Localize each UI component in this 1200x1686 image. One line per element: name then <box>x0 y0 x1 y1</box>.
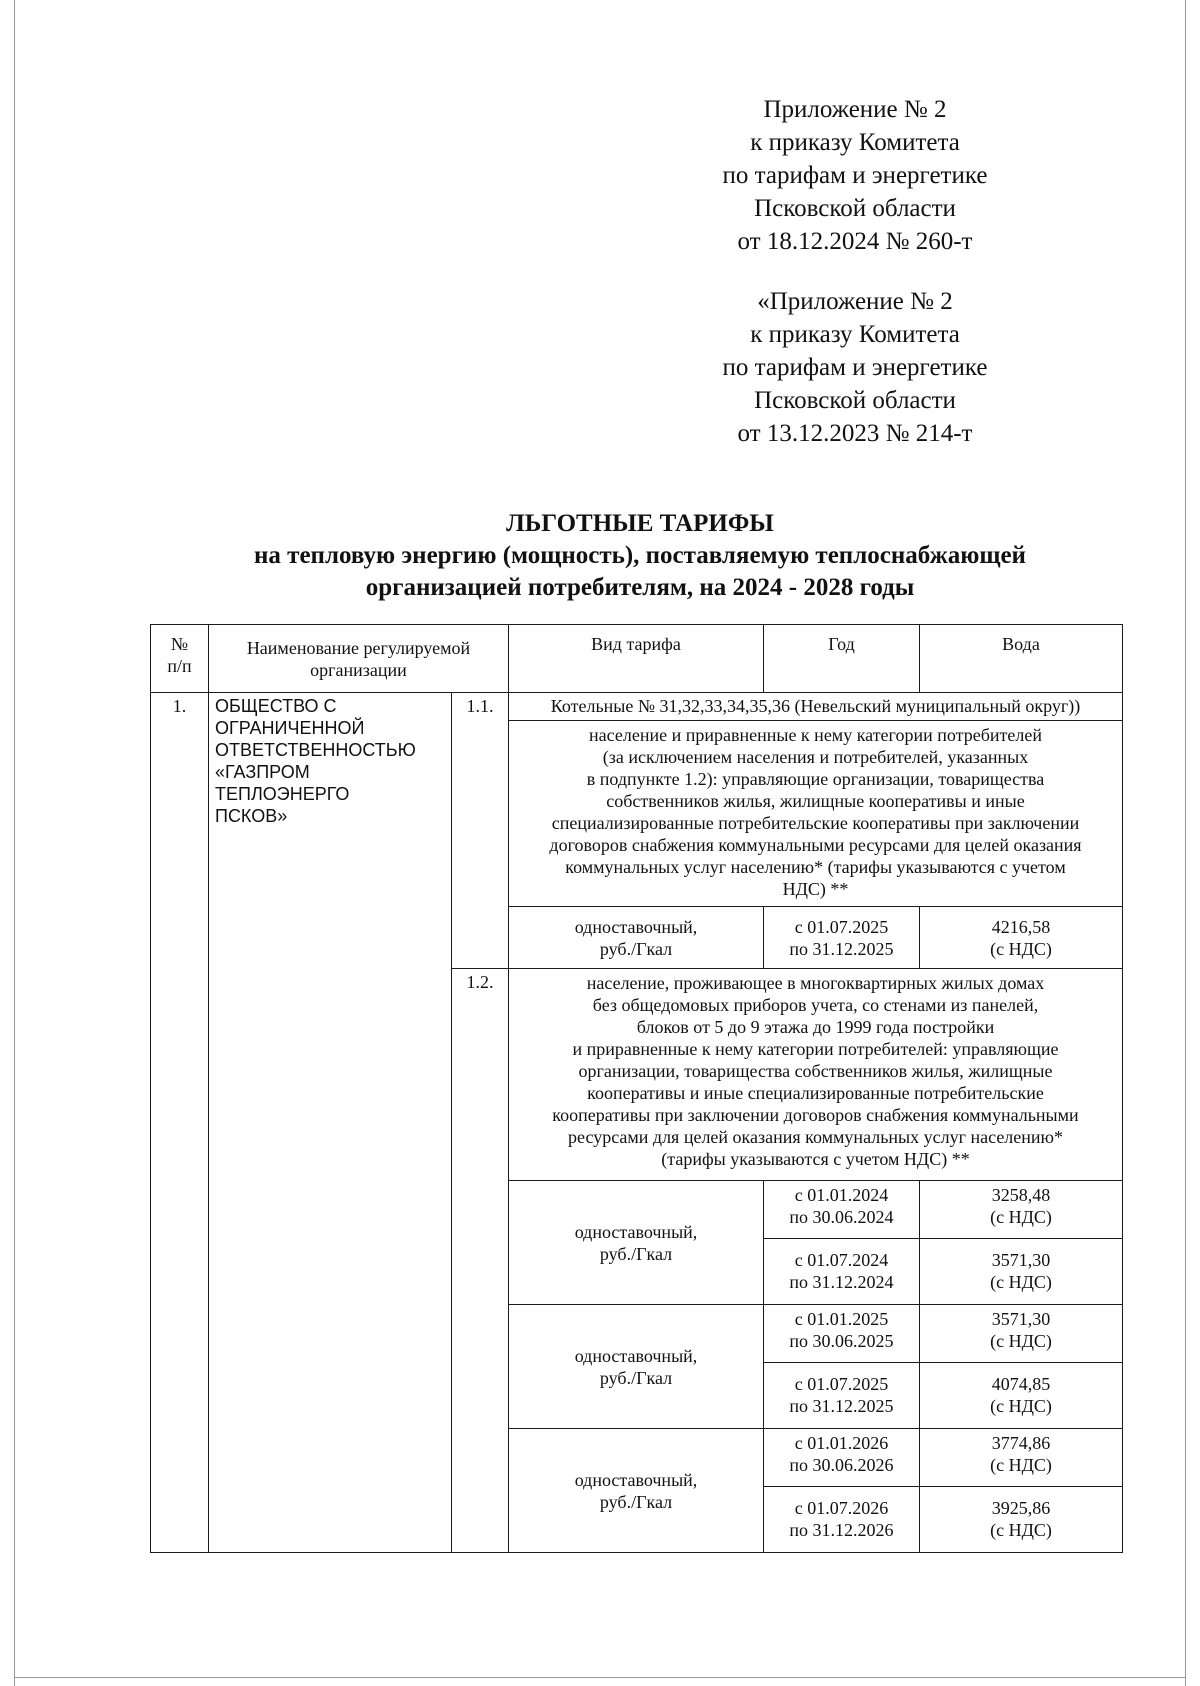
appendix-line: от 18.12.2024 № 260-т <box>737 228 973 255</box>
appendix-line: Приложение № 2 <box>763 96 947 123</box>
appendix-line: к приказу Комитета <box>750 321 960 348</box>
scan-edge-left <box>14 0 15 1686</box>
table-header-row <box>151 625 1123 693</box>
header-water-text: Вода <box>1002 634 1040 654</box>
consumer-line: и приравненные к нему категории потребителей: управляющие <box>572 1039 1059 1059</box>
tariff-type-line: одноставочный, <box>574 1345 698 1366</box>
row-number <box>151 693 209 1553</box>
tariff-type-line: руб./Гкал <box>599 1367 673 1388</box>
tariff-type-cell <box>509 907 764 969</box>
consumer-line: кооперативы и иные специализированные потребительские <box>587 1083 1044 1103</box>
appendix-line: по тарифам и энергетике <box>722 162 988 189</box>
consumer-line: (тарифы указываются с учетом НДС) ** <box>661 1149 970 1169</box>
tariff-value-cell <box>920 1429 1123 1487</box>
subitem-number-text: 1.2. <box>466 972 494 992</box>
period-cell <box>764 1305 920 1363</box>
tariff-value-cell <box>920 1239 1123 1305</box>
period-line: по 31.12.2024 <box>789 1272 894 1292</box>
vat-note: (с НДС) <box>990 1455 1052 1475</box>
appendix-line: по тарифам и энергетике <box>722 354 988 381</box>
tariff-value-cell <box>920 1487 1123 1553</box>
period-cell <box>764 907 920 969</box>
consumer-line: без общедомовых приборов учета, со стенами из панелей, <box>592 995 1039 1015</box>
tariff-value: 3571,30 <box>991 1309 1051 1329</box>
header-num-line: № <box>170 634 189 654</box>
title-line: ЛЬГОТНЫЕ ТАРИФЫ <box>506 510 774 537</box>
period-line: по 30.06.2024 <box>789 1207 894 1227</box>
header-org-line: Наименование регулируемой <box>246 638 471 658</box>
scan-edge-bottom <box>14 1677 1186 1678</box>
tariff-value-cell <box>920 1363 1123 1429</box>
consumer-category <box>509 969 1123 1181</box>
tariff-type-cell <box>509 1181 764 1305</box>
period-line: по 30.06.2026 <box>789 1455 894 1475</box>
table-row <box>151 693 1123 721</box>
consumer-line: коммунальных услуг населению* (тарифы указываются с учетом <box>565 857 1066 877</box>
document-title <box>150 508 1130 604</box>
boilers-text: Котельные № 31,32,33,34,35,36 (Невельский муниципальный округ)) <box>550 696 1081 716</box>
organization-name <box>209 693 452 1553</box>
row-number-text: 1. <box>172 696 187 716</box>
period-line: с 01.07.2025 <box>794 916 889 937</box>
period-line: по 31.12.2025 <box>789 1396 894 1416</box>
vat-note: (с НДС) <box>990 1272 1052 1292</box>
tariff-type-line: одноставочный, <box>574 916 698 937</box>
vat-note: (с НДС) <box>990 1520 1052 1540</box>
tariff-type-cell <box>509 1305 764 1429</box>
subitem-number-text: 1.1. <box>466 696 494 716</box>
tariff-value: 3925,86 <box>991 1498 1051 1518</box>
period-cell <box>764 1429 920 1487</box>
tariff-table <box>150 624 1123 1553</box>
appendix-previous <box>690 285 1020 450</box>
period-cell <box>764 1487 920 1553</box>
consumer-line: собственников жилья, жилищные кооперативы и иные <box>606 791 1025 811</box>
subitem-number <box>452 969 509 1553</box>
org-line: «ГАЗПРОМ <box>215 762 310 782</box>
header-water <box>920 625 1123 693</box>
appendix-line: Псковской области <box>754 387 956 414</box>
period-line: с 01.07.2025 <box>794 1374 889 1394</box>
period-cell <box>764 1239 920 1305</box>
period-line: по 30.06.2025 <box>789 1331 894 1351</box>
consumer-line: организации, товарищества собственников жилья, жилищные <box>578 1061 1053 1081</box>
period-line: с 01.01.2026 <box>794 1433 889 1453</box>
consumer-line: население, проживающее в многоквартирных жилых домах <box>586 973 1045 993</box>
period-line: по 31.12.2026 <box>789 1520 894 1540</box>
appendix-current <box>690 93 1020 258</box>
vat-note: (с НДС) <box>990 1396 1052 1416</box>
header-num <box>151 625 209 693</box>
org-line: ОГРАНИЧЕННОЙ <box>215 718 365 738</box>
org-line: ОТВЕТСТВЕННОСТЬЮ <box>215 740 416 760</box>
tariff-type-line: руб./Гкал <box>599 1491 673 1512</box>
consumer-line: НДС) ** <box>782 879 849 899</box>
consumer-line: специализированные потребительские кооперативы при заключении <box>551 813 1080 833</box>
period-line: с 01.01.2025 <box>794 1309 889 1329</box>
tariff-type-line: одноставочный, <box>574 1469 698 1490</box>
appendix-line: к приказу Комитета <box>750 129 960 156</box>
period-line: по 31.12.2025 <box>789 938 894 959</box>
vat-note: (с НДС) <box>990 938 1052 959</box>
appendix-line: «Приложение № 2 <box>757 288 953 315</box>
appendix-line: Псковской области <box>754 195 956 222</box>
tariff-value: 4074,85 <box>991 1374 1051 1394</box>
header-org <box>209 625 509 693</box>
header-org-line: организации <box>310 660 407 680</box>
tariff-value: 4216,58 <box>991 916 1051 937</box>
header-tariff-type-text: Вид тарифа <box>591 634 681 654</box>
tariff-value: 3258,48 <box>991 1185 1051 1205</box>
header-year <box>764 625 920 693</box>
consumer-line: договоров снабжения коммунальными ресурсами для целей оказания <box>549 835 1082 855</box>
period-line: с 01.01.2024 <box>794 1185 889 1205</box>
tariff-type-line: руб./Гкал <box>599 1243 673 1264</box>
tariff-value: 3774,86 <box>991 1433 1051 1453</box>
title-line: на тепловую энергию (мощность), поставляемую теплоснабжающей <box>254 542 1026 569</box>
header-tariff-type <box>509 625 764 693</box>
consumer-category <box>509 721 1123 907</box>
header-year-text: Год <box>828 634 855 654</box>
vat-note: (с НДС) <box>990 1207 1052 1227</box>
boilers-row <box>509 693 1123 721</box>
consumer-line: ресурсами для целей оказания коммунальных услуг населению* <box>568 1127 1063 1147</box>
org-line: ТЕПЛОЭНЕРГО <box>215 784 350 804</box>
tariff-type-line: руб./Гкал <box>599 938 673 959</box>
consumer-line: блоков от 5 до 9 этажа до 1999 года постройки <box>636 1017 995 1037</box>
period-cell <box>764 1181 920 1239</box>
tariff-value-cell <box>920 1305 1123 1363</box>
consumer-line: (за исключением населения и потребителей, указанных <box>602 747 1029 767</box>
org-line: ОБЩЕСТВО С <box>215 696 337 716</box>
period-cell <box>764 1363 920 1429</box>
vat-note: (с НДС) <box>990 1331 1052 1351</box>
header-num-line: п/п <box>167 656 192 676</box>
subitem-number <box>452 693 509 969</box>
consumer-line: население и приравненные к нему категории потребителей <box>589 725 1042 745</box>
period-line: с 01.07.2026 <box>794 1498 889 1518</box>
tariff-value-cell <box>920 1181 1123 1239</box>
tariff-value-cell <box>920 907 1123 969</box>
period-line: с 01.07.2024 <box>794 1250 889 1270</box>
consumer-line: кооперативы при заключении договоров снабжения коммунальными <box>552 1105 1079 1125</box>
title-line: организацией потребителям, на 2024 - 2028 годы <box>365 574 915 601</box>
appendix-line: от 13.12.2023 № 214-т <box>737 420 973 447</box>
tariff-type-cell <box>509 1429 764 1553</box>
org-line: ПСКОВ» <box>215 806 288 826</box>
tariff-type-line: одноставочный, <box>574 1221 698 1242</box>
scan-edge-right <box>1185 0 1186 1686</box>
tariff-value: 3571,30 <box>991 1250 1051 1270</box>
consumer-line: в подпункте 1.2): управляющие организации, товарищества <box>586 769 1045 789</box>
